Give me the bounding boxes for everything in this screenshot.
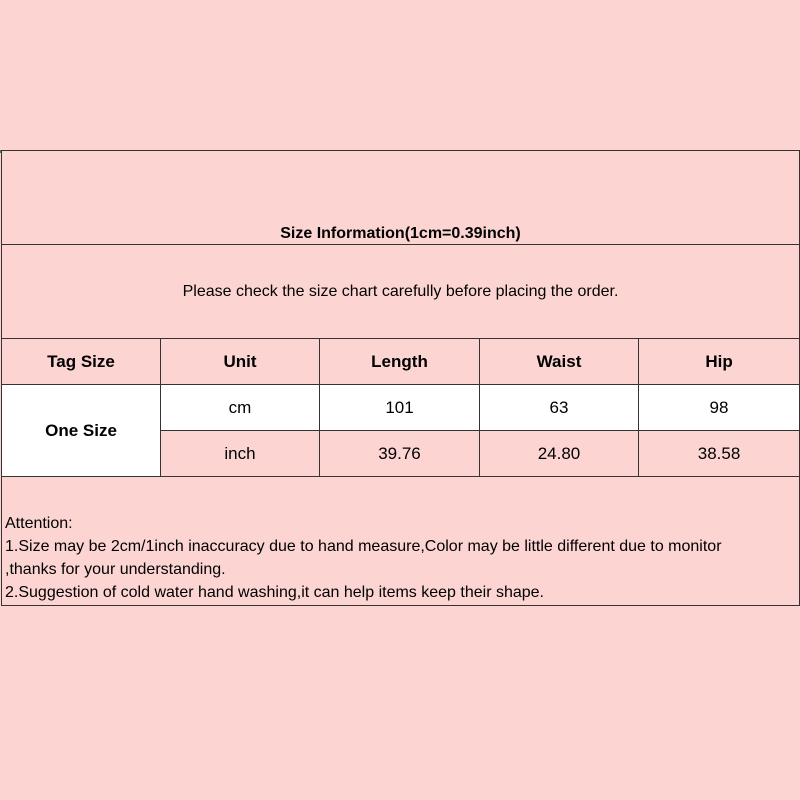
- hip-cell: 98: [639, 385, 800, 431]
- header-waist: Waist: [480, 339, 639, 385]
- hip-cell: 38.58: [639, 431, 800, 477]
- header-unit: Unit: [161, 339, 320, 385]
- attention-row: [2, 477, 800, 606]
- attention-line: 2.Suggestion of cold water hand washing,it can help items keep their shape.: [5, 584, 544, 601]
- unit-cell: inch: [161, 431, 320, 477]
- waist-cell: 24.80: [480, 431, 639, 477]
- chart-title: Size Information(1cm=0.39inch): [280, 225, 521, 242]
- header-length: Length: [320, 339, 480, 385]
- length-cell: 101: [320, 385, 480, 431]
- notice-row: [2, 245, 800, 339]
- title-cell: [2, 151, 800, 245]
- header-hip: Hip: [639, 339, 800, 385]
- attention-block: [2, 477, 800, 606]
- attention-line: 1.Size may be 2cm/1inch inaccuracy due to hand measure,Color may be little different due to monitor: [5, 538, 722, 555]
- title-row: [2, 151, 800, 245]
- unit-cell: cm: [161, 385, 320, 431]
- tag-size-value: One Size: [2, 385, 161, 477]
- length-cell: 39.76: [320, 431, 480, 477]
- notice-text: Please check the size chart carefully before placing the order.: [2, 245, 800, 339]
- header-row: [2, 339, 800, 385]
- waist-cell: 63: [480, 385, 639, 431]
- attention-line: ,thanks for your understanding.: [5, 561, 226, 578]
- header-tag-size: Tag Size: [2, 339, 161, 385]
- attention-heading: Attention:: [5, 515, 73, 532]
- size-chart-table: [1, 150, 800, 606]
- table-row: [2, 385, 800, 431]
